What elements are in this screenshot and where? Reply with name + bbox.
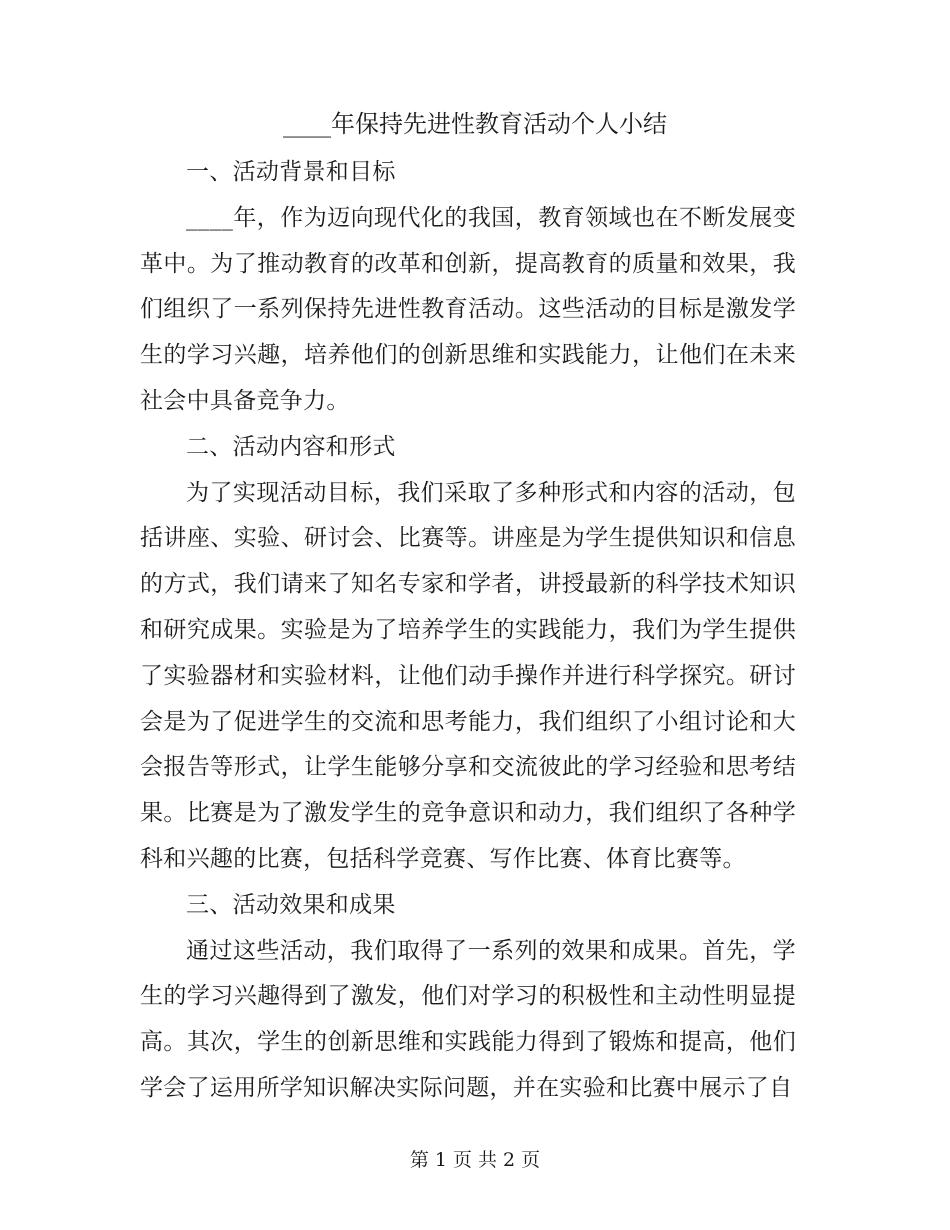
document-body — [140, 150, 796, 1112]
page-footer: 第 1 页 共 2 页 — [409, 1149, 541, 1171]
paragraph-content: 为了实现活动目标，我们采取了多种形式和内容的活动，包括讲座、实验、研讨会、比赛等。讲座是为学生提供知识和信息的方式，我们请来了知名专家和学者，讲授最新的科学技术知识和研究成果。实验是为了培养学生的实践能力，我们为学生提供了实验器材和实验材料，让他们动手操作并进行科学探究。研讨会是为了促进学生的交流和思考能力，我们组织了小组讨论和大会报告等形式，让学生能够分享和交流彼此的学习经验和思考结果。比赛是为了激发学生的竞争意识和动力，我们组织了各种学科和兴趣的比赛，包括科学竞赛、写作比赛、体育比赛等。 — [140, 479, 796, 872]
paragraph-background: ____年，作为迈向现代化的我国，教育领域也在不断发展变革中。为了推动教育的改革和创新，提高教育的质量和效果，我们组织了一系列保持先进性教育活动。这些活动的目标是激发学生的学习兴趣，培养他们的创新思维和实践能力，让他们在未来社会中具备竞争力。 — [140, 204, 796, 414]
document-title: ____年保持先进性教育活动个人小结 — [283, 110, 667, 138]
section-heading-background: 一、活动背景和目标 — [186, 159, 396, 185]
section-heading-content: 二、活动内容和形式 — [186, 433, 396, 460]
section-heading-results: 三、活动效果和成果 — [186, 891, 396, 918]
paragraph-results: 通过这些活动，我们取得了一系列的效果和成果。首先，学生的学习兴趣得到了激发，他们对学习的积极性和主动性明显提高。其次，学生的创新思维和实践能力得到了锻炼和提高，他们学会了运用所学知识解决实际问题，并在实验和比赛中展示了自 — [140, 937, 796, 1101]
